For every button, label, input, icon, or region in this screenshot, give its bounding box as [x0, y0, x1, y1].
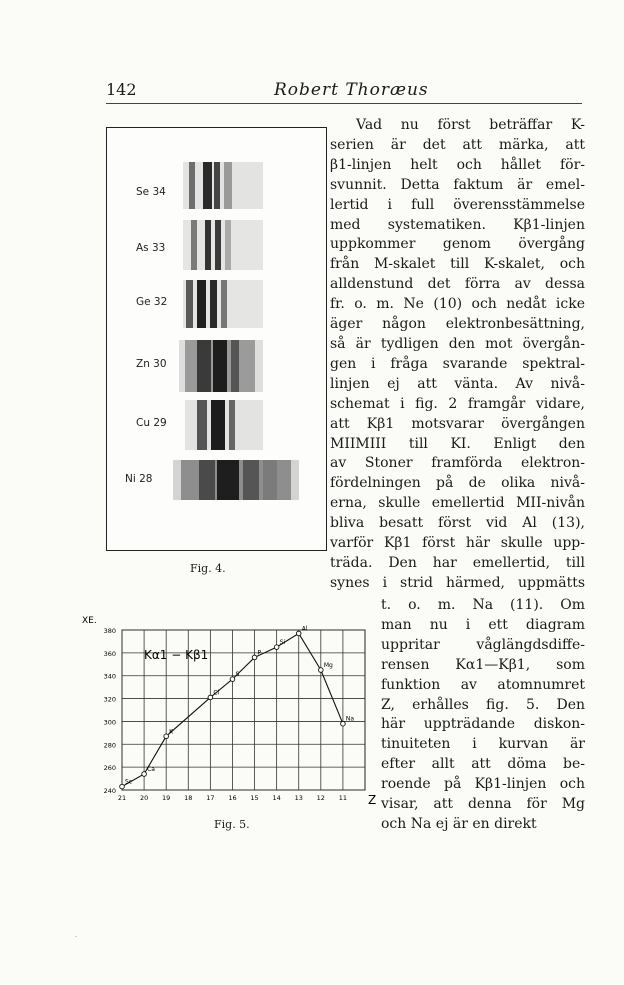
figure-4-caption: Fig. 4.	[190, 562, 226, 575]
header-rule	[106, 103, 582, 104]
text-line: uppkommer genom övergång	[330, 236, 585, 253]
y-axis-label: XE.	[82, 616, 97, 626]
text-line: β1-linjen helt och hållet för-	[330, 156, 585, 173]
data-point-label: Ca	[147, 766, 155, 773]
data-point-label: Mg	[323, 662, 333, 669]
x-tick-label: 19	[162, 794, 171, 802]
body-text-wrap	[381, 596, 585, 835]
text-line: äger någon elektronbesättning,	[330, 316, 585, 333]
x-tick-label: 18	[184, 794, 193, 802]
x-tick-label: 15	[250, 794, 259, 802]
text-line: och Na ej är en direkt	[381, 815, 537, 832]
x-tick-label: 13	[294, 794, 303, 802]
text-line: roende på Kβ1-linjen och	[381, 776, 585, 793]
text-line: här uppträdande diskon-	[381, 716, 585, 733]
text-line: svunnit. Detta faktum är emel-	[330, 176, 585, 193]
y-tick-label: 360	[103, 649, 116, 658]
x-tick-label: 20	[139, 794, 149, 802]
text-line: erna, skulle emellertid MII-nivån	[330, 495, 585, 512]
text-line: fördelningen på de olika nivå-	[330, 475, 585, 492]
figure-5-chart	[80, 612, 380, 807]
spectrum-label-se: Se 34	[136, 186, 166, 198]
text-line: linjen ej att vänta. Av nivå-	[330, 375, 585, 392]
text-line: Z, erhålles fig. 5. Den	[381, 696, 585, 713]
running-head: Robert Thoræus	[274, 80, 429, 100]
y-tick-label: 340	[103, 672, 116, 681]
page-number: 142	[106, 80, 137, 99]
text-line: tinuiteten i kurvan är	[381, 736, 585, 753]
spectrum-label-zn: Zn 30	[136, 358, 167, 370]
bottom-mark: ·	[75, 934, 77, 941]
y-tick-label: 280	[103, 741, 116, 750]
x-tick-label: 16	[228, 794, 237, 802]
x-tick-label: 14	[272, 794, 281, 802]
data-point	[341, 721, 346, 726]
spectrum-label-cu: Cu 29	[136, 417, 167, 429]
text-line: alldenstund det förra av dessa	[330, 276, 585, 293]
x-tick-label: 21	[117, 794, 127, 802]
text-line: att Kβ1 motsvarar övergången	[330, 415, 585, 432]
data-point-label: S	[235, 671, 240, 679]
text-line: rensen Kα1—Kβ1, som	[381, 656, 585, 673]
text-line: man nu i ett diagram	[381, 616, 585, 633]
y-tick-label: 320	[103, 695, 116, 704]
figure-4-plate	[106, 127, 327, 551]
text-line: uppritar våglängdsdiffe-	[381, 636, 585, 653]
y-tick-label: 240	[103, 787, 116, 795]
spectrum-label-ni: Ni 28	[125, 473, 153, 485]
text-line: bliva besatt först vid Al (13),	[330, 515, 585, 532]
figure-5-caption: Fig. 5.	[214, 818, 250, 831]
spectrum-strip-zn	[179, 340, 263, 392]
data-point	[274, 645, 279, 650]
data-point	[319, 668, 324, 673]
data-point	[142, 772, 147, 777]
text-line: t. o. m. Na (11). Om	[381, 597, 585, 613]
y-tick-label: 380	[103, 627, 116, 635]
data-point	[208, 695, 213, 700]
data-point-label: Sc	[125, 778, 133, 786]
spectrum-strip-ge	[183, 280, 263, 328]
text-line: så är tydligen den mot övergån-	[330, 335, 585, 352]
spectrum-strip-se	[183, 162, 263, 209]
spectrum-strip-ni	[173, 460, 299, 500]
x-tick-label: 12	[316, 794, 325, 802]
spectrum-strip-cu	[185, 400, 263, 450]
data-point	[230, 677, 235, 682]
text-line: schemat i fig. 2 framgår vidare,	[330, 395, 585, 412]
text-line: från M-skalet till K-skalet, och	[330, 256, 585, 273]
y-tick-label: 260	[103, 764, 116, 773]
text-line: efter allt att döma be-	[381, 756, 585, 773]
text-line: visar, att denna för Mg	[381, 796, 585, 813]
spectrum-label-ge: Ge 32	[136, 296, 168, 308]
x-axis-label: Z	[368, 793, 377, 807]
data-point-label: Al	[301, 625, 308, 633]
spectrum-label-as: As 33	[136, 242, 166, 254]
text-line: träda. Den har emellertid, till	[330, 554, 585, 571]
data-point-label: Si	[279, 639, 286, 647]
data-point-label: Na	[345, 715, 355, 723]
data-point	[252, 655, 257, 660]
y-tick-label: 300	[103, 718, 116, 727]
text-line: varför Kβ1 först här skulle upp-	[330, 535, 585, 552]
data-point	[120, 784, 125, 789]
text-line: MIIMIII till KI. Enligt den	[330, 435, 585, 452]
data-point-label: Cl	[213, 689, 220, 697]
x-tick-label: 17	[206, 794, 215, 802]
text-line: synes i strid härmed, uppmätts	[330, 574, 585, 591]
data-point	[164, 734, 169, 739]
text-line: med systematiken. Kβ1-linjen	[330, 216, 585, 233]
text-line: fr. o. m. Ne (10) och nedåt icke	[330, 296, 585, 313]
text-line: gen i fråga svarande spektral-	[330, 355, 585, 372]
spectrum-strip-as	[183, 220, 263, 270]
data-point-label: P	[257, 649, 262, 657]
text-line: lertid i full överensstämmelse	[330, 196, 585, 213]
x-tick-label: 11	[338, 794, 348, 802]
body-text-column	[330, 116, 585, 594]
data-point	[296, 631, 301, 636]
data-point-label: K	[169, 728, 174, 736]
text-line: funktion av atomnumret	[381, 676, 585, 693]
text-line: av Stoner framförda elektron-	[330, 455, 585, 472]
text-line: serien är det att märka, att	[330, 136, 585, 153]
chart-annotation: Kα1 − Kβ1	[144, 648, 209, 662]
text-line: Vad nu först beträffar K-	[356, 117, 585, 133]
